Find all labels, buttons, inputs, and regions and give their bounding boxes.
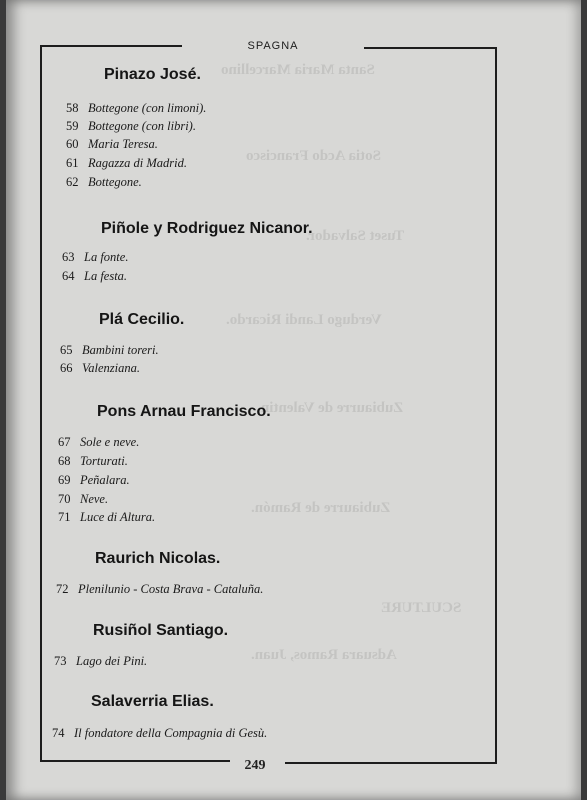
work-entry — [52, 726, 267, 741]
bleed-through-text: Zubiaurre de Ramón. — [251, 500, 391, 516]
work-entry — [66, 119, 196, 134]
work-entry — [54, 654, 147, 669]
work-entry — [60, 361, 140, 376]
work-entry — [58, 454, 128, 469]
work-title: La festa. — [84, 269, 128, 283]
work-title: Torturati. — [80, 454, 128, 468]
bleed-through-text: Zubiaurre de Valentin — [261, 400, 404, 416]
work-title: Bambini toreri. — [82, 343, 159, 357]
work-entry — [58, 473, 130, 488]
running-header: SPAGNA — [247, 40, 299, 52]
work-number: 74 — [52, 726, 65, 740]
page-number: 249 — [244, 758, 266, 773]
artist-heading: Pons Arnau Francisco. — [97, 403, 271, 420]
work-entry — [66, 101, 206, 116]
work-entry — [66, 175, 142, 190]
work-entry — [66, 156, 187, 171]
work-number: 66 — [60, 361, 73, 375]
work-title: Lago dei Pini. — [76, 654, 148, 668]
work-title: Sole e neve. — [80, 435, 140, 449]
work-number: 63 — [62, 250, 75, 264]
bleed-through-text: Adsuara Ramos, Juan. — [251, 647, 397, 663]
work-title: Il fondatore della Compagnia di Gesù. — [74, 726, 268, 740]
work-number: 71 — [58, 510, 71, 524]
work-number: 70 — [58, 492, 71, 506]
bleed-through-text: Sotia Acdo Francisco — [246, 148, 381, 164]
work-title: Bottegone (con limoni). — [88, 101, 207, 115]
work-number: 72 — [56, 582, 69, 596]
work-number: 73 — [54, 654, 67, 668]
work-title: Valenziana. — [82, 361, 140, 375]
work-number: 61 — [66, 156, 79, 170]
work-entry — [56, 582, 263, 597]
work-entry — [60, 343, 159, 358]
work-title: Bottegone (con libri). — [88, 119, 196, 133]
work-title: Plenilunio - Costa Brava - Cataluña. — [78, 582, 264, 596]
work-number: 60 — [66, 137, 79, 151]
work-number: 68 — [58, 454, 71, 468]
work-number: 69 — [58, 473, 71, 487]
work-title: Luce di Altura. — [80, 510, 156, 524]
work-number: 62 — [66, 175, 79, 189]
artist-heading: Piñole y Rodriguez Nicanor. — [101, 220, 313, 237]
work-title: Bottegone. — [88, 175, 142, 189]
work-entry — [58, 510, 155, 525]
work-number: 58 — [66, 101, 79, 115]
bleed-through-text: Santa Maria Marcellino — [221, 62, 375, 78]
artist-heading: Rusiñol Santiago. — [93, 622, 229, 639]
work-number: 64 — [62, 269, 75, 283]
artist-heading: Pinazo José. — [104, 66, 201, 83]
work-entry — [62, 250, 128, 265]
bleed-through-text: Tuset Salvador. — [306, 228, 405, 244]
artist-heading: Plá Cecilio. — [99, 311, 185, 328]
bleed-through-text: SCULTURE — [381, 600, 462, 616]
work-entry — [58, 492, 108, 507]
work-entry — [62, 269, 127, 284]
work-number: 65 — [60, 343, 73, 357]
work-title: Maria Teresa. — [88, 137, 158, 151]
work-entry — [58, 435, 139, 450]
bleed-through-text: Verdugo Landi Ricardo. — [226, 312, 382, 328]
work-title: Ragazza di Madrid. — [88, 156, 187, 170]
work-entry — [66, 137, 158, 152]
work-title: La fonte. — [84, 250, 129, 264]
work-number: 59 — [66, 119, 79, 133]
artist-heading: Raurich Nicolas. — [95, 550, 221, 567]
work-title: Peñalara. — [80, 473, 130, 487]
work-number: 67 — [58, 435, 71, 449]
work-title: Neve. — [80, 492, 109, 506]
artist-heading: Salaverria Elias. — [91, 693, 214, 710]
